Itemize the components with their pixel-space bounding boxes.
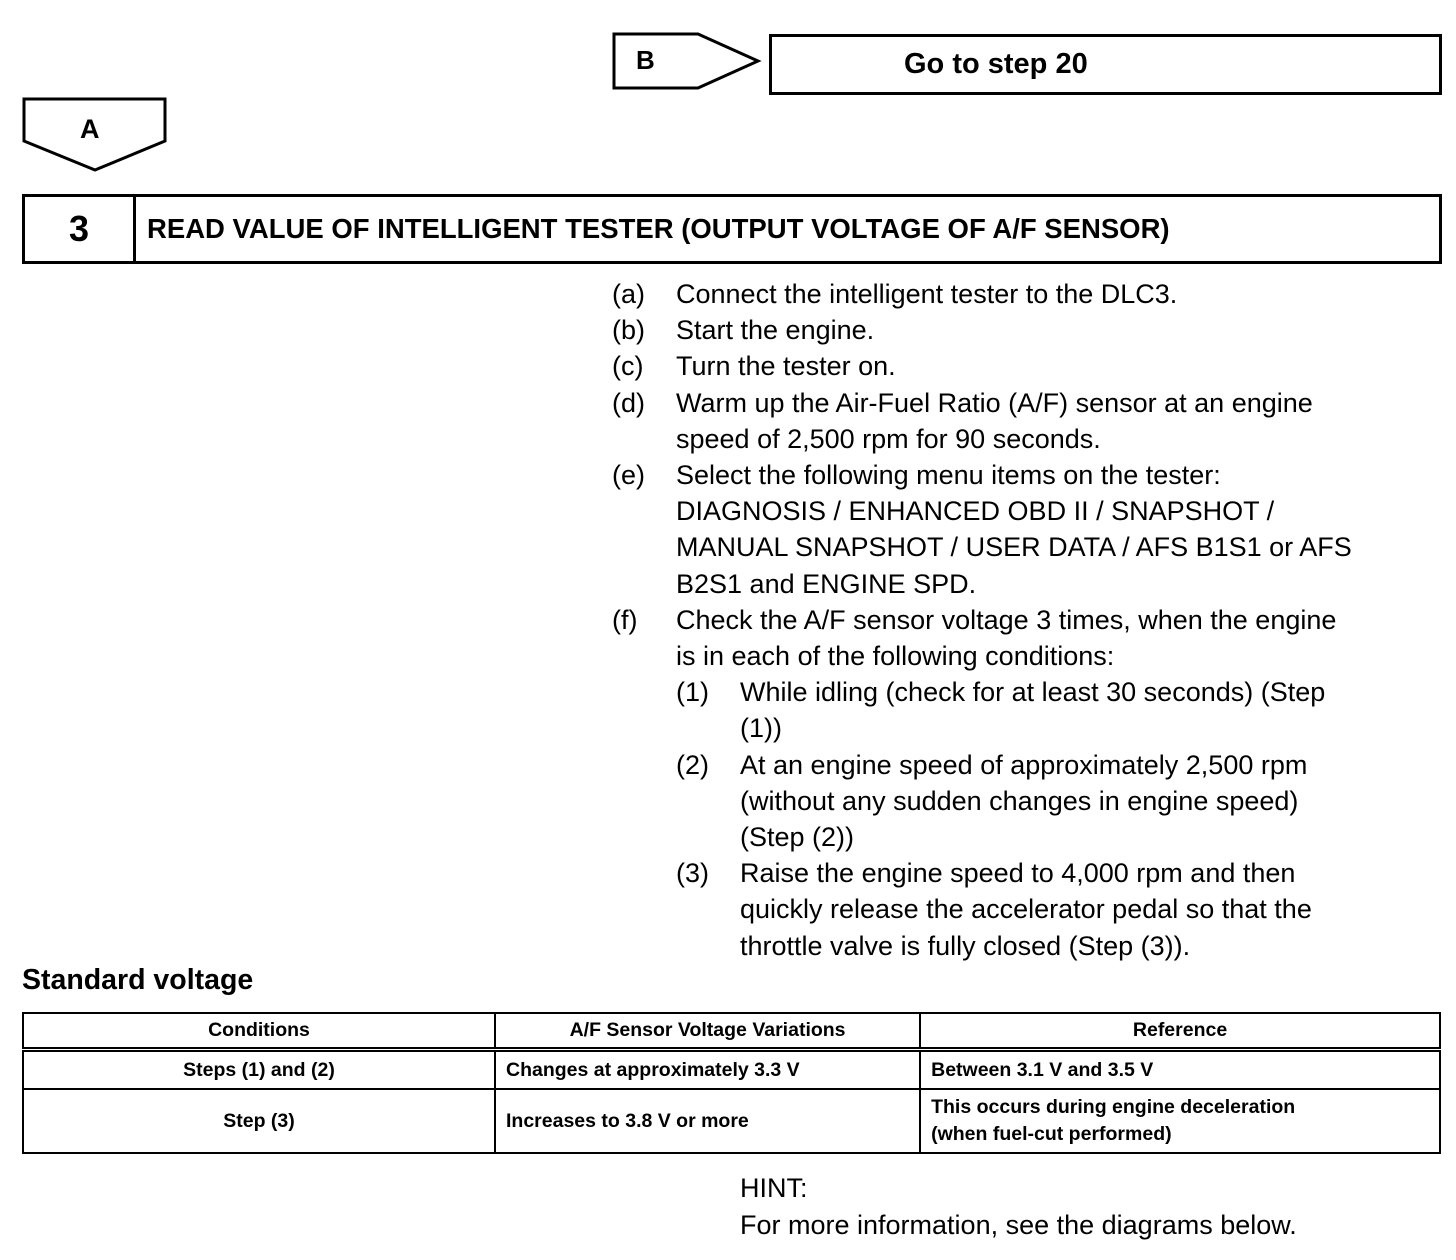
subitem-line: quickly release the accelerator pedal so that the	[740, 894, 1312, 925]
subitem-line: (1))	[740, 713, 782, 744]
cell-variation: Changes at approximately 3.3 V	[495, 1050, 920, 1090]
item-label: (d)	[612, 387, 645, 418]
subitem-line: (without any sudden changes in engine speed)	[740, 785, 1299, 816]
header-reference: Reference	[920, 1013, 1440, 1050]
hint-text: For more information, see the diagrams below.	[740, 1209, 1297, 1240]
cell-reference	[920, 1089, 1440, 1153]
procedure-list	[612, 276, 1452, 964]
reference-line: Between 3.1 V and 3.5 V	[931, 1058, 1154, 1081]
item-line: Connect the intelligent tester to the DLC3.	[676, 279, 1178, 309]
item-line: is in each of the following conditions:	[676, 641, 1115, 672]
step-title: READ VALUE OF INTELLIGENT TESTER (OUTPUT VOLTAGE OF A/F SENSOR)	[147, 213, 1170, 244]
subitem-label: (1)	[676, 677, 709, 708]
item-label: (b)	[612, 315, 645, 346]
item-line: MANUAL SNAPSHOT / USER DATA / AFS B1S1 or AFS	[676, 532, 1352, 563]
standard-voltage-table	[22, 1012, 1441, 1154]
branch-b-label: B	[636, 45, 655, 75]
step-number: 3	[25, 197, 136, 261]
table-header-row	[23, 1013, 1440, 1050]
cell-condition: Steps (1) and (2)	[23, 1050, 495, 1090]
goto-step-box[interactable]	[769, 34, 1442, 95]
procedure-item-c	[612, 348, 1452, 384]
subitem-line: (Step (2))	[740, 822, 855, 853]
subitem-label: (2)	[676, 749, 709, 780]
item-line: Select the following menu items on the tester:	[676, 460, 1221, 491]
procedure-item-a	[612, 276, 1452, 312]
procedure-subitem-2	[676, 747, 1452, 856]
reference-line: (when fuel-cut performed)	[931, 1123, 1172, 1145]
subitem-label: (3)	[676, 858, 709, 889]
table-row	[23, 1089, 1440, 1153]
item-line: DIAGNOSIS / ENHANCED OBD II / SNAPSHOT /	[676, 496, 1275, 527]
goto-step-text: Go to step 20	[904, 48, 1088, 80]
cell-reference	[920, 1050, 1440, 1090]
item-line: Start the engine.	[676, 315, 875, 346]
item-label: (c)	[612, 351, 644, 382]
procedure-item-f	[612, 602, 1452, 964]
procedure-subitem-1	[676, 674, 1452, 746]
item-line: speed of 2,500 rpm for 90 seconds.	[676, 423, 1101, 454]
item-label: (a)	[612, 279, 645, 309]
subitem-line: throttle valve is fully closed (Step (3)).	[740, 930, 1191, 961]
cell-variation: Increases to 3.8 V or more	[495, 1089, 920, 1153]
header-conditions: Conditions	[23, 1013, 495, 1050]
procedure-subitem-3	[676, 855, 1452, 964]
item-line: Turn the tester on.	[676, 351, 896, 382]
procedure-item-d	[612, 385, 1452, 457]
cell-condition: Step (3)	[23, 1089, 495, 1153]
procedure-item-b	[612, 312, 1452, 348]
standard-voltage-heading: Standard voltage	[22, 964, 254, 996]
subitem-line: At an engine speed of approximately 2,500 rpm	[740, 749, 1308, 780]
subitem-line: While idling (check for at least 30 seconds) (Step	[740, 677, 1326, 708]
item-label: (e)	[612, 460, 645, 491]
subitem-line: Raise the engine speed to 4,000 rpm and then	[740, 858, 1296, 889]
reference-line: This occurs during engine deceleration	[931, 1096, 1296, 1118]
table-row	[23, 1050, 1440, 1090]
procedure-item-e	[612, 457, 1452, 602]
hint-block	[740, 1170, 1297, 1243]
hint-label: HINT:	[740, 1173, 808, 1203]
branch-b-arrow-icon	[612, 32, 762, 90]
item-line: Check the A/F sensor voltage 3 times, when the engine	[676, 604, 1337, 635]
branch-a-label: A	[80, 114, 100, 144]
step-header	[22, 194, 1442, 264]
item-label: (f)	[612, 604, 638, 635]
item-line: B2S1 and ENGINE SPD.	[676, 568, 977, 599]
header-variations: A/F Sensor Voltage Variations	[495, 1013, 920, 1050]
item-line: Warm up the Air-Fuel Ratio (A/F) sensor at an engine	[676, 387, 1313, 418]
